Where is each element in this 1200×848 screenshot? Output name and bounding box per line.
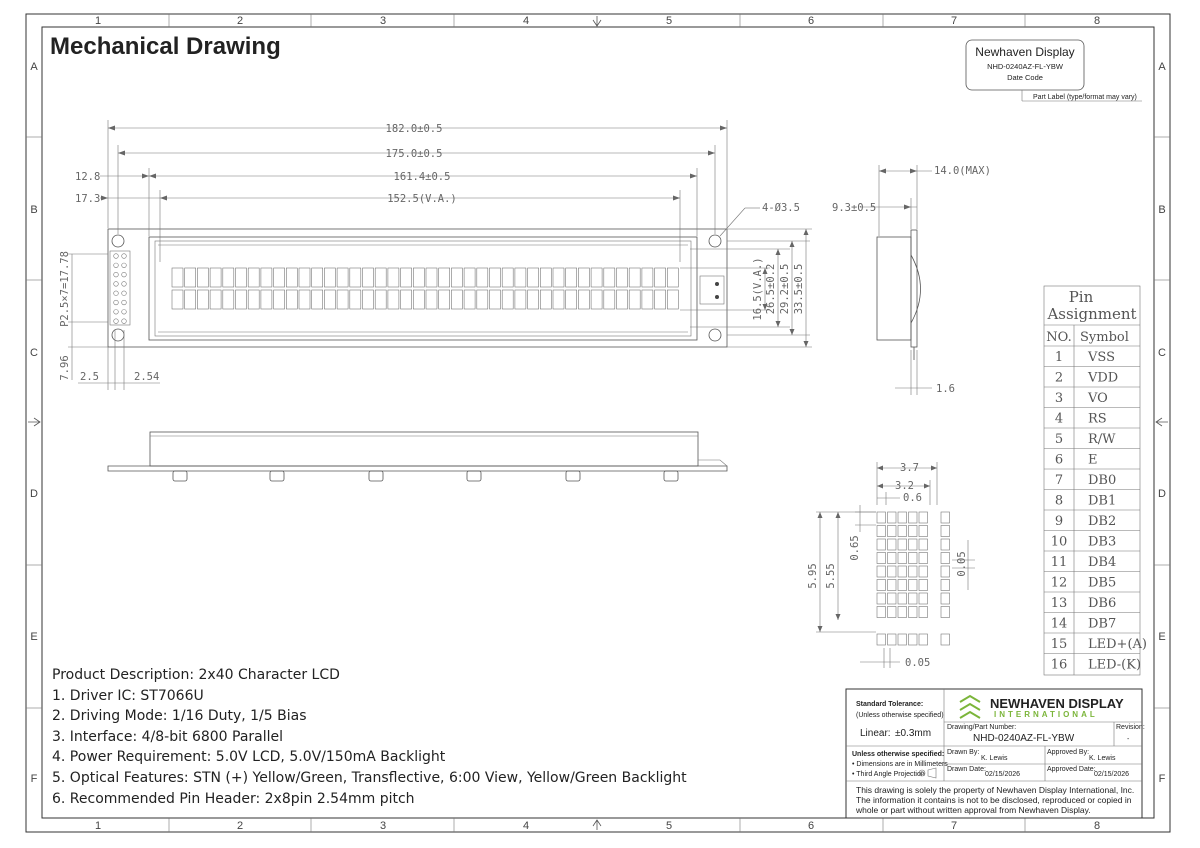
row-label-right: A <box>1158 61 1166 73</box>
character-cell <box>578 290 589 309</box>
character-cell <box>426 290 437 309</box>
character-cell <box>426 268 437 287</box>
dim-char-5-95: 5.95 <box>807 563 819 589</box>
character-cell <box>413 290 424 309</box>
character-cell <box>591 290 602 309</box>
row-label-left: D <box>30 488 38 500</box>
matrix-dot <box>877 580 886 591</box>
dim-viewing-width: 161.4±0.5 <box>393 171 451 183</box>
part-label-caption: Part Label (type/format may vary) <box>1033 94 1137 101</box>
matrix-dot <box>898 566 907 577</box>
disclaimer-line: The information it contains is not to be disclosed, reproduced or copied in <box>856 795 1132 805</box>
character-cell <box>197 268 208 287</box>
character-cell <box>540 290 551 309</box>
approved-date: 02/15/2026 <box>1094 771 1130 778</box>
row-label-left: B <box>30 204 38 216</box>
character-cell <box>490 268 501 287</box>
matrix-dot <box>919 607 928 618</box>
dim-pin-offset: 7.96 <box>59 355 71 381</box>
cursor-dot <box>877 634 886 645</box>
col-label-bottom: 7 <box>950 820 958 832</box>
matrix-dot <box>919 526 928 537</box>
description-heading: Product Description: 2x40 Character LCD <box>52 667 340 683</box>
pin-table-title: Pin <box>1068 288 1094 306</box>
dim-left-12-8: 12.8 <box>75 171 101 183</box>
character-cell <box>629 290 640 309</box>
matrix-dot <box>888 512 897 523</box>
part-label-brand: Newhaven Display <box>975 45 1075 59</box>
pin-number: 7 <box>1054 473 1064 488</box>
pin-symbol: LED-(K) <box>1088 657 1142 673</box>
std-tol-note: (Unless otherwise specified) <box>856 712 944 719</box>
matrix-dot <box>909 526 918 537</box>
pin-hole <box>114 272 119 277</box>
inner-frame <box>42 27 1154 818</box>
character-cell <box>375 290 386 309</box>
dim-va-width: 152.5(V.A.) <box>387 193 457 205</box>
character-cell <box>350 290 361 309</box>
character-cell <box>528 268 539 287</box>
cursor-dot <box>919 634 928 645</box>
pin-symbol: DB6 <box>1088 596 1117 611</box>
cursor-dot <box>909 634 918 645</box>
col-label-bottom: 6 <box>807 820 815 832</box>
front-dimensions <box>59 120 812 390</box>
pin-hole <box>114 254 119 259</box>
character-cell <box>655 290 666 309</box>
character-cell <box>540 268 551 287</box>
col-label-top: 2 <box>236 15 244 27</box>
character-cell <box>578 268 589 287</box>
dim-overall-width: 182.0±0.5 <box>385 123 443 135</box>
pin-number: 6 <box>1054 452 1064 468</box>
matrix-dot <box>941 512 950 523</box>
description-item: 2. Driving Mode: 1/16 Duty, 1/5 Bias <box>52 708 307 724</box>
dim-33-5: 33.5±0.5 <box>793 263 805 315</box>
character-cell <box>642 290 653 309</box>
linear-label: Linear: <box>860 728 891 739</box>
pin-symbol: DB3 <box>1088 534 1117 550</box>
pin-symbol: DB0 <box>1088 473 1117 488</box>
mounting-hole <box>709 235 721 247</box>
col-label-top: 8 <box>1093 15 1101 27</box>
matrix-dot <box>888 566 897 577</box>
matrix-dot <box>888 593 897 604</box>
matrix-dot <box>877 553 886 564</box>
character-cell <box>172 268 183 287</box>
matrix-dot <box>909 539 918 550</box>
character-cell <box>451 268 462 287</box>
dim-char-0-05-vertical: 0.05 <box>956 551 968 577</box>
character-cell <box>464 290 475 309</box>
description-item: 6. Recommended Pin Header: 2x8pin 2.54mm pitch <box>52 791 415 807</box>
character-cell <box>515 268 526 287</box>
matrix-dot <box>898 593 907 604</box>
dim-thickness-max: 14.0(MAX) <box>934 165 991 177</box>
description-item: 4. Power Requirement: 5.0V LCD, 5.0V/150mA Backlight <box>52 749 446 765</box>
pin-symbol: DB7 <box>1088 616 1117 632</box>
pin-hole <box>114 291 119 296</box>
dim-holes: 4-Ø3.5 <box>762 202 800 214</box>
character-cell <box>591 268 602 287</box>
col-label-bottom: 2 <box>236 820 244 832</box>
pin-rows <box>1044 346 1147 673</box>
character-cell <box>286 268 297 287</box>
pin-hole <box>122 254 127 259</box>
character-cell <box>604 290 615 309</box>
pin-symbol: DB4 <box>1088 555 1117 570</box>
character-cell <box>350 268 361 287</box>
character-cell <box>477 268 488 287</box>
character-cell <box>197 290 208 309</box>
pin-hole <box>114 263 119 268</box>
character-cell <box>502 268 513 287</box>
row-label-left: F <box>30 773 38 785</box>
col-label-top: 7 <box>950 15 958 27</box>
dim-26-5: 26.5±0.2 <box>765 263 777 315</box>
description-item: 1. Driver IC: ST7066U <box>52 688 204 704</box>
row-label-right: B <box>1158 204 1166 216</box>
pin-symbol: LED+(A) <box>1088 637 1147 652</box>
matrix-dot <box>877 512 886 523</box>
character-cell <box>401 268 412 287</box>
pin-symbol: VO <box>1088 391 1108 406</box>
col-label-top: 4 <box>522 15 530 27</box>
matrix-dot <box>919 566 928 577</box>
pin-number: 13 <box>1050 596 1068 611</box>
matrix-dot <box>909 512 918 523</box>
matrix-dot <box>909 566 918 577</box>
character-cell <box>172 290 183 309</box>
pin-hole <box>122 319 127 324</box>
pin-symbol: DB1 <box>1088 493 1117 509</box>
row-label-left: A <box>30 61 38 73</box>
character-cell <box>324 290 335 309</box>
col-label-bottom: 8 <box>1093 820 1101 832</box>
col-label-bottom: 5 <box>665 820 673 832</box>
character-cell <box>553 268 564 287</box>
character-cell <box>210 290 221 309</box>
matrix-dot <box>898 539 907 550</box>
matrix-dot <box>888 553 897 564</box>
brand-name: NEWHAVEN DISPLAY <box>990 696 1124 711</box>
dim-pcb-1-6: 1.6 <box>936 383 955 395</box>
approved-by: K. Lewis <box>1089 755 1116 762</box>
mounting-hole <box>709 329 721 341</box>
col-label-top: 3 <box>379 15 387 27</box>
character-cell <box>299 290 310 309</box>
side-view <box>832 165 991 395</box>
character-grid <box>172 268 678 309</box>
dim-char-5-55: 5.55 <box>825 563 837 589</box>
matrix-dot <box>941 607 950 618</box>
mounting-hole <box>112 329 124 341</box>
character-detail <box>807 462 975 669</box>
description-item: 3. Interface: 4/8-bit 6800 Parallel <box>52 729 284 745</box>
pin-symbol: DB2 <box>1088 514 1117 529</box>
pin-number: 11 <box>1050 555 1068 570</box>
drawn-date-label: Drawn Date: <box>947 766 986 773</box>
dim-hole-span: 175.0±0.5 <box>385 148 443 160</box>
matrix-dot <box>941 526 950 537</box>
cursor-dot <box>898 634 907 645</box>
matrix-dot <box>888 607 897 618</box>
pin-hole <box>122 291 127 296</box>
matrix-dot <box>919 593 928 604</box>
pin-number: 2 <box>1054 370 1064 386</box>
character-cell <box>363 290 374 309</box>
character-cell <box>451 290 462 309</box>
disclaimer-line: This drawing is solely the property of Newhaven Display International, Inc. <box>856 785 1135 795</box>
character-cell <box>413 268 424 287</box>
col-label-bottom: 3 <box>379 820 387 832</box>
row-label-left: C <box>30 347 38 359</box>
note-mm: • Dimensions are in Millimeters <box>852 761 948 768</box>
character-cell <box>667 268 678 287</box>
pin-hole <box>122 300 127 305</box>
bezel-outline <box>149 237 697 340</box>
pin-hole <box>122 272 127 277</box>
character-cell <box>566 268 577 287</box>
part-label-number: NHD-0240AZ-FL-YBW <box>987 62 1063 71</box>
character-cell <box>261 268 272 287</box>
linear-value: ±0.3mm <box>895 728 932 739</box>
pin-number: 3 <box>1054 391 1064 406</box>
character-cell <box>566 290 577 309</box>
matrix-dot <box>909 593 918 604</box>
revision-label: Revision: <box>1116 724 1145 731</box>
character-cell <box>286 290 297 309</box>
dim-char-0-6: 0.6 <box>903 492 922 504</box>
row-label-right: F <box>1158 773 1166 785</box>
dim-char-0-05-horizontal: 0.05 <box>905 657 931 669</box>
cursor-dot <box>941 634 950 645</box>
dot-matrix <box>877 512 950 645</box>
cursor-dot <box>888 634 897 645</box>
brand-subtitle: INTERNATIONAL <box>994 710 1098 719</box>
matrix-dot <box>909 607 918 618</box>
pin-symbol: VDD <box>1088 370 1119 386</box>
front-view <box>108 229 727 347</box>
character-cell <box>185 268 196 287</box>
pin-col-symbol: Symbol <box>1080 330 1129 345</box>
dim-char-0-65: 0.65 <box>849 535 861 561</box>
pin-number: 1 <box>1054 350 1064 365</box>
character-cell <box>667 290 678 309</box>
character-cell <box>617 268 628 287</box>
matrix-dot <box>888 539 897 550</box>
edge-view <box>108 432 727 481</box>
pin-number: 10 <box>1050 534 1068 550</box>
row-label-left: E <box>30 631 38 643</box>
pin-hole <box>122 282 127 287</box>
part-label <box>966 40 1142 101</box>
dim-left-17-3: 17.3 <box>75 193 101 205</box>
matrix-dot <box>877 539 886 550</box>
matrix-dot <box>909 553 918 564</box>
pin-symbol: R/W <box>1088 432 1116 447</box>
character-cell <box>642 268 653 287</box>
character-cell <box>363 268 374 287</box>
pin-symbol: E <box>1088 452 1098 468</box>
note-projection: • Third Angle Projection <box>852 771 925 778</box>
character-cell <box>223 290 234 309</box>
matrix-dot <box>877 566 886 577</box>
matrix-dot <box>941 539 950 550</box>
drawn-date: 02/15/2026 <box>985 771 1021 778</box>
product-description <box>52 667 687 807</box>
dim-pin-span: P2.5×7=17.78 <box>59 251 71 327</box>
character-cell <box>324 268 335 287</box>
col-label-bottom: 1 <box>94 820 102 832</box>
col-label-top: 1 <box>94 15 102 27</box>
character-cell <box>502 290 513 309</box>
row-label-right: C <box>1158 347 1166 359</box>
character-cell <box>210 268 221 287</box>
page-title: Mechanical Drawing <box>50 33 281 60</box>
pcb-outline <box>108 229 727 347</box>
pin-number: 4 <box>1054 411 1064 427</box>
pin-number: 5 <box>1054 432 1064 447</box>
approved-date-label: Approved Date: <box>1047 766 1096 773</box>
col-label-top: 5 <box>665 15 673 27</box>
character-cell <box>388 268 399 287</box>
dim-va-height: 16.5(V.A.) <box>752 257 764 321</box>
pin-hole <box>114 319 119 324</box>
dim-29-2: 29.2±0.5 <box>779 263 791 315</box>
pin-assignment-table <box>1044 286 1147 675</box>
col-label-top: 6 <box>807 15 815 27</box>
part-label-date-code: Date Code <box>1007 73 1043 82</box>
character-cell <box>375 268 386 287</box>
character-cell <box>337 268 348 287</box>
row-label-right: D <box>1158 488 1166 500</box>
pin-symbol: VSS <box>1088 350 1115 365</box>
dwg-number: NHD-0240AZ-FL-YBW <box>973 733 1075 744</box>
row-label-right: E <box>1158 631 1166 643</box>
matrix-dot <box>941 566 950 577</box>
matrix-dot <box>898 607 907 618</box>
character-cell <box>312 290 323 309</box>
matrix-dot <box>941 580 950 591</box>
character-cell <box>248 290 259 309</box>
pin-symbol: DB5 <box>1088 575 1117 591</box>
matrix-dot <box>919 580 928 591</box>
std-tol-label: Standard Tolerance: <box>856 701 924 708</box>
character-cell <box>223 268 234 287</box>
character-cell <box>236 268 247 287</box>
dim-bezel-9-3: 9.3±0.5 <box>832 202 877 214</box>
matrix-dot <box>941 553 950 564</box>
brand-logo <box>960 696 980 718</box>
character-cell <box>337 290 348 309</box>
pin-hole <box>122 310 127 315</box>
dim-pin-2-5: 2.5 <box>80 371 99 383</box>
pin-number: 8 <box>1054 493 1064 509</box>
character-cell <box>312 268 323 287</box>
character-cell <box>236 290 247 309</box>
drawn-by-label: Drawn By: <box>947 749 980 756</box>
matrix-dot <box>898 526 907 537</box>
character-cell <box>439 290 450 309</box>
matrix-dot <box>898 512 907 523</box>
character-cell <box>604 268 615 287</box>
pin-hole <box>114 282 119 287</box>
pin-hole <box>122 263 127 268</box>
pin-holes <box>114 254 127 324</box>
character-cell <box>299 268 310 287</box>
col-label-bottom: 4 <box>522 820 530 832</box>
character-cell <box>528 290 539 309</box>
matrix-dot <box>877 526 886 537</box>
drawn-by: K. Lewis <box>981 755 1008 762</box>
character-cell <box>274 290 285 309</box>
character-cell <box>464 268 475 287</box>
character-cell <box>515 290 526 309</box>
matrix-dot <box>898 553 907 564</box>
dim-pin-2-54: 2.54 <box>134 371 160 383</box>
matrix-dot <box>941 593 950 604</box>
pin-number: 9 <box>1054 514 1064 529</box>
pin-number: 16 <box>1050 657 1068 673</box>
character-cell <box>248 268 259 287</box>
dwg-label: Drawing/Part Number: <box>947 724 1017 731</box>
pin-col-no: NO. <box>1046 330 1072 345</box>
title-block <box>846 689 1145 818</box>
matrix-dot <box>919 553 928 564</box>
pin-table-subtitle: Assignment <box>1047 305 1137 323</box>
pin-hole <box>114 310 119 315</box>
mounting-hole <box>112 235 124 247</box>
character-cell <box>261 290 272 309</box>
description-item: 5. Optical Features: STN (+) Yellow/Green, Transflective, 6:00 View, Yellow/Green Backlight <box>52 770 687 786</box>
character-cell <box>401 290 412 309</box>
character-cell <box>185 290 196 309</box>
matrix-dot <box>919 512 928 523</box>
disclaimer-line: whole or part without written approval from Newhaven Display. <box>856 805 1091 815</box>
character-cell <box>490 290 501 309</box>
dim-char-3-7: 3.7 <box>900 462 919 474</box>
character-cell <box>274 268 285 287</box>
pin-hole <box>114 300 119 305</box>
pin-number: 14 <box>1050 616 1068 632</box>
character-cell <box>655 268 666 287</box>
character-cell <box>629 268 640 287</box>
character-cell <box>617 290 628 309</box>
character-cell <box>477 290 488 309</box>
matrix-dot <box>919 539 928 550</box>
pin-number: 15 <box>1050 637 1068 652</box>
unless-label: Unless otherwise specified: <box>852 751 945 758</box>
matrix-dot <box>888 526 897 537</box>
pin-header <box>110 251 130 325</box>
matrix-dot <box>877 593 886 604</box>
dim-char-3-2: 3.2 <box>895 480 914 492</box>
character-cell <box>553 290 564 309</box>
matrix-dot <box>888 580 897 591</box>
character-cell <box>388 290 399 309</box>
matrix-dot <box>877 607 886 618</box>
approved-by-label: Approved By: <box>1047 749 1090 756</box>
pin-symbol: RS <box>1088 411 1107 427</box>
matrix-dot <box>898 580 907 591</box>
character-cell <box>439 268 450 287</box>
revision-value: - <box>1127 736 1130 743</box>
matrix-dot <box>909 580 918 591</box>
pin-number: 12 <box>1050 575 1068 591</box>
